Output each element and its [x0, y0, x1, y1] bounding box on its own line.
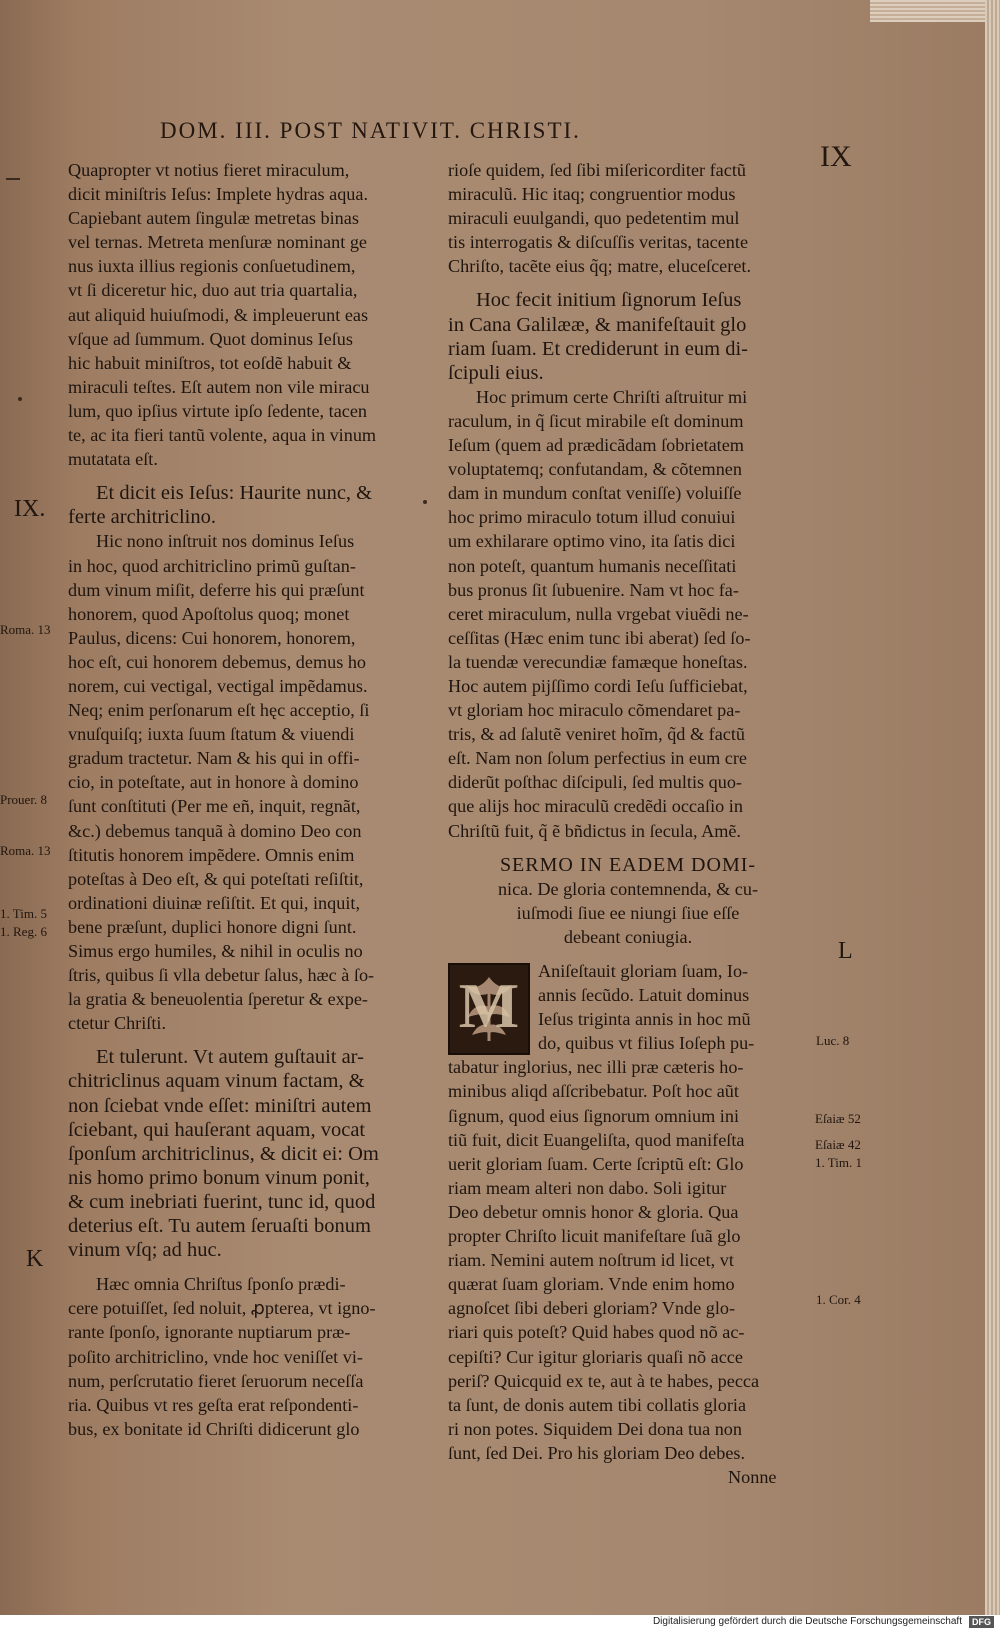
text-line: la gratia & beneuolentia ſperetur & expe- [68, 989, 368, 1010]
edge-dot [18, 397, 22, 401]
scripture-line: nis homo primo bonum vinum ponit, [68, 1166, 370, 1189]
scripture-line: Et dicit eis Ieſus: Haurite nunc, & [96, 482, 373, 505]
margin-ref-esaiae52: Eſaiæ 52 [815, 1111, 861, 1126]
text-line: cere potuiſſet, ſed noluit, ꝓpterea, vt igno- [68, 1298, 376, 1319]
right-column [448, 158, 808, 1489]
text-line: vt gloriam hoc miraculo cõmendaret pa- [448, 700, 741, 721]
paragraph-gap [68, 1035, 428, 1045]
text-line: norem, cui vectigal, vectigal impẽdamus. [68, 675, 368, 696]
folio-number: IX [820, 140, 852, 173]
text-line: ctetur Chriſti. [68, 1013, 166, 1034]
drop-cap [448, 963, 530, 1055]
margin-ref-esaiae42: Eſaiæ 42 [815, 1137, 861, 1152]
drop-cap-letter: M [458, 970, 520, 1041]
margin-ref-roma13: Roma. 13 [0, 622, 51, 637]
scripture-line: deterius eſt. Tu autem ſeruaſti bonum [68, 1215, 371, 1238]
text-line: tabatur inglorius, nec illi præ cæteris ho- [448, 1057, 744, 1078]
scripture-line: & cum inebriati fuerint, tunc id, quod [68, 1190, 376, 1213]
text-line: in hoc, quod architriclino primũ guſtan- [68, 555, 356, 576]
paragraph-gap [68, 1262, 428, 1272]
margin-section-k: K [26, 1246, 44, 1272]
text-line: ſunt, ſed Dei. Pro his gloriam Deo debes. [448, 1442, 746, 1463]
dfg-logo: DFG [969, 1616, 994, 1628]
text-line: hoc primo miraculo totum illud conuiui [448, 507, 736, 528]
text-line: dum vinum miſit, deferre his qui præſunt [68, 579, 365, 600]
text-line: ria. Quibus vt res geſta erat reſpondenti- [68, 1394, 359, 1415]
text-line: tris, & ad ſalutẽ veniret hoĩm, q̃d & factũ [448, 724, 745, 745]
text-line: miraculũ. Hic itaq; congruentior modus [448, 184, 736, 205]
scripture-line: Et tulerunt. Vt autem guſtauit ar- [96, 1046, 364, 1069]
scripture-line: chitriclinus aquam vinum factam, & [68, 1070, 365, 1093]
scripture-line: in Cana Galilææ, & manifeſtauit glo [448, 313, 747, 336]
text-line: diderũt poſthac diſcipuli, ſed multis quo- [448, 772, 742, 793]
text-line: bene præſunt, duplici honore digni ſunt. [68, 916, 357, 937]
page-edge-top [870, 0, 985, 22]
text-line: poteſtas à Deo eſt, & qui poteſtati reſiſtit, [68, 868, 364, 889]
text-line: la tuendæ verecundiæ famæque honeſtas. [448, 651, 748, 672]
text-line: que alijs hoc miraculũ credẽdi occaſio in [448, 796, 743, 817]
text-line: rante ſponſo, ignorante nuptiarum præ- [68, 1322, 351, 1343]
text-line: Ieſus triginta annis in hoc mũ [538, 1009, 751, 1030]
text-line: ri non potes. Siquidem Dei dona tua non [448, 1418, 742, 1439]
text-line: miraculi teſtes. Eſt autem non vile miracu [68, 376, 370, 397]
text-line: periſ? Quicquid ex te, aut à te habes, pecca [448, 1370, 760, 1391]
margin-section-ix: IX. [14, 496, 46, 522]
text-line: aut aliquid huiuſmodi, & impleuerunt eas [68, 304, 369, 325]
right-column-top-text [448, 158, 808, 843]
text-line: Neq; enim perſonarum eſt hęc acceptio, ſi [68, 700, 370, 721]
text-line: rioſe quidem, ſed ſibi miſericorditer factũ [448, 160, 746, 180]
margin-ref-prouer8: Prouer. 8 [0, 792, 47, 807]
sermon-title-line: nica. De gloria contemnenda, & cu- [497, 878, 759, 899]
text-line: riam. Nemini autem noſtrum id licet, vt [448, 1250, 734, 1271]
text-line: honorem, quod Apoſtolus quoq; monet [68, 603, 350, 624]
text-line: agnoſcet ſibi deberi gloriam? Vnde glo- [448, 1298, 736, 1319]
text-line: ceret miraculum, nulla vrgebat viuẽdi ne- [448, 603, 749, 624]
left-column [68, 158, 428, 1441]
text-line: bus, ex bonitate id Chriſti didicerunt glo [68, 1418, 360, 1439]
edge-mark [6, 178, 20, 180]
text-line: ordinationi diuinæ reſiſtit. Et qui, inquit, [68, 892, 360, 913]
text-line: eſt. Nam non ſolum perfectius in eum cre [448, 748, 747, 769]
text-line: miraculi euulgandi, quo pedetentim mul [448, 208, 740, 229]
text-line: Deo debetur omnis honor & gloria. Qua [448, 1201, 739, 1222]
margin-ref-reg6: 1. Reg. 6 [0, 924, 47, 939]
text-line: gradum tractetur. Nam & his qui in offi- [68, 748, 360, 769]
scripture-line: Hoc fecit initium ſignorum Ieſus [476, 289, 742, 312]
margin-section-l: L [838, 938, 853, 964]
text-line: hoc eſt, cui honorem debemus, demus ho [68, 651, 367, 672]
footer-bar [0, 1615, 1000, 1629]
text-line: ſunt conſtituti (Per me eñ, inquit, regnãt, [68, 796, 361, 817]
text-line: ſtris, quibus ſi vlla debetur ſalus, hæc à ſo- [68, 965, 375, 986]
text-line: Aniſeſtauit gloriam ſuam, Io- [538, 961, 749, 981]
text-line: Hic nono inſtruit nos dominus Ieſus [96, 531, 355, 552]
text-line: minibus aliqd aſſcribebatur. Poſt hoc aũt [448, 1081, 739, 1102]
footer-credit: Digitalisierung gefördert durch die Deutsche Forschungsgemeinschaft [652, 1616, 962, 1627]
text-line: vel ternas. Metreta menſuræ nominant ge [68, 232, 367, 253]
margin-ref-cor4: 1. Cor. 4 [816, 1292, 861, 1307]
text-line: nus iuxta illius regionis conſuetudinem, [68, 256, 356, 277]
text-line: poſito architriclino, vnde hoc veniſſet vi- [68, 1346, 363, 1367]
text-line: vſque ad ſummum. Quot dominus Ieſus [68, 328, 353, 349]
text-line: voluptatemq; confutandam, & cõtemnen [448, 459, 742, 480]
paragraph-gap [448, 278, 808, 288]
margin-ref-tim5: 1. Tim. 5 [0, 906, 47, 921]
margin-ref-luc8: Luc. 8 [816, 1033, 850, 1048]
text-line: dam in mundum conſtat veniſſe) voluiſſe [448, 483, 742, 504]
scripture-line: ſcipuli eius. [448, 361, 544, 384]
text-line: Paulus, dicens: Cui honorem, honorem, [68, 627, 356, 648]
sermon-title-line: debeant coniugia. [563, 926, 693, 947]
text-line: non poteſt, quantum humanis neceſſitati [448, 555, 737, 576]
text-line: Chriſtũ fuit, q̃ ẽ bñdictus in ſecula, Amẽ. [448, 820, 741, 841]
scripture-line: non ſciebat vnde eſſet: miniſtri autem [68, 1094, 372, 1117]
text-line: Ieſum (quem ad prædicãdam ſobrietatem [448, 435, 744, 456]
text-line: ſtitutis honorem impẽdere. Omnis enim [68, 844, 355, 865]
catchword: Nonne [728, 1466, 777, 1487]
text-line: cepiſti? Cur igitur gloriaris quaſi nõ acce [448, 1346, 743, 1367]
text-line: vnuſquiſq; iuxta ſuum ſtatum & viuendi [68, 724, 355, 745]
text-line: uerit gloriam ſuam. Certe ſcriptũ eſt: Glo [448, 1153, 744, 1174]
text-line: ceſſitas (Hæc enim tunc ibi aberat) ſed ſo- [448, 627, 751, 648]
sermon-title-line: SERMO IN EADEM DOMI- [499, 853, 757, 876]
sermon-body [448, 959, 808, 1489]
scripture-line: ferte architriclino. [68, 506, 216, 529]
page-edge-right [985, 0, 1000, 1615]
text-line: te, ac ita fieri tantũ volente, aqua in vinum [68, 425, 377, 446]
text-line: Hoc autem pijſſimo cordi Ieſu ſufficiebat, [448, 675, 748, 696]
text-line: tis interrogatis & diſcuſſis veritas, tacente [448, 232, 749, 253]
text-line: mutatata eſt. [68, 449, 158, 470]
paragraph-gap [68, 471, 428, 481]
text-line: num, perſcrutatio fieret ſeruorum neceſſa [68, 1370, 364, 1391]
text-line: hic habuit miniſtros, tot eoſdẽ habuit & [68, 352, 352, 373]
scripture-line: ſciebant, qui hauſerant aquam, vocat [68, 1118, 366, 1141]
text-line: Chriſto, tacẽte eius q̃q; matre, eluceſceret. [448, 256, 751, 277]
text-line: do, quibus vt filius Ioſeph pu- [538, 1033, 755, 1054]
text-line: Hæc omnia Chriſtus ſponſo prædi- [96, 1274, 346, 1295]
drop-cap-m-icon [452, 967, 526, 1051]
text-line: riam meam alteri non dabo. Soli igitur [448, 1177, 727, 1198]
text-line: ta ſunt, de donis autem tibi collatis gloria [448, 1394, 747, 1415]
running-head: DOM. III. POST NATIVIT. CHRISTI. [160, 118, 581, 143]
text-line: annis ſecũdo. Latuit dominus [538, 985, 750, 1006]
text-line: lum, quo ipſius virtute ipſo ſedente, tacen [68, 400, 368, 421]
scripture-line: riam ſuam. Et crediderunt in eum di- [448, 337, 749, 360]
margin-ref-roma13: Roma. 13 [0, 843, 51, 858]
text-line: cio, in poteſtate, aut in honore à domino [68, 772, 359, 793]
text-line: ſignum, quod eius ſignorum omnium ini [448, 1105, 739, 1126]
scripture-line: ſponſum architriclinus, & dicit ei: Om [68, 1142, 379, 1165]
text-line: raculum, in q̃ ſicut mirabile eſt dominum [448, 410, 744, 431]
text-line: Hoc primum certe Chriſti aſtruitur mi [476, 386, 748, 407]
text-line: riari quis poteſt? Quid habes quod nõ ac- [448, 1322, 745, 1343]
sermon-title [448, 853, 808, 949]
text-line: Quapropter vt notius fieret miraculum, [68, 160, 350, 180]
text-line: bus pronus ſit ſubuenire. Nam vt hoc fa- [448, 579, 739, 600]
text-line: dicit miniſtris Ieſus: Implete hydras aqua. [68, 184, 369, 205]
text-line: propter Chriſto licuit manifeſtare ſuã glo [448, 1226, 741, 1247]
text-line: &c.) debemus tanquã à domino Deo con [68, 820, 362, 841]
text-line: quærat ſuam gloriam. Vnde enim homo [448, 1274, 735, 1295]
text-line: Capiebant autem ſingulæ metretas binas [68, 208, 359, 229]
scripture-line: vinum vſq; ad huc. [68, 1239, 222, 1262]
margin-ref-tim1: 1. Tim. 1 [815, 1155, 862, 1170]
text-line: tiũ fuit, dicit Euangeliſta, quod manifeſta [448, 1129, 745, 1150]
text-line: Simus ergo humiles, & nihil in oculis no [68, 941, 363, 961]
text-line: um exhilarare optimo vino, ita ſatis dici [448, 531, 736, 552]
sermon-title-line: iuſmodi ſiue ee niungi ſiue eſſe [516, 902, 740, 923]
text-line: vt ſi diceretur hic, duo aut tria quartalia, [68, 280, 358, 301]
